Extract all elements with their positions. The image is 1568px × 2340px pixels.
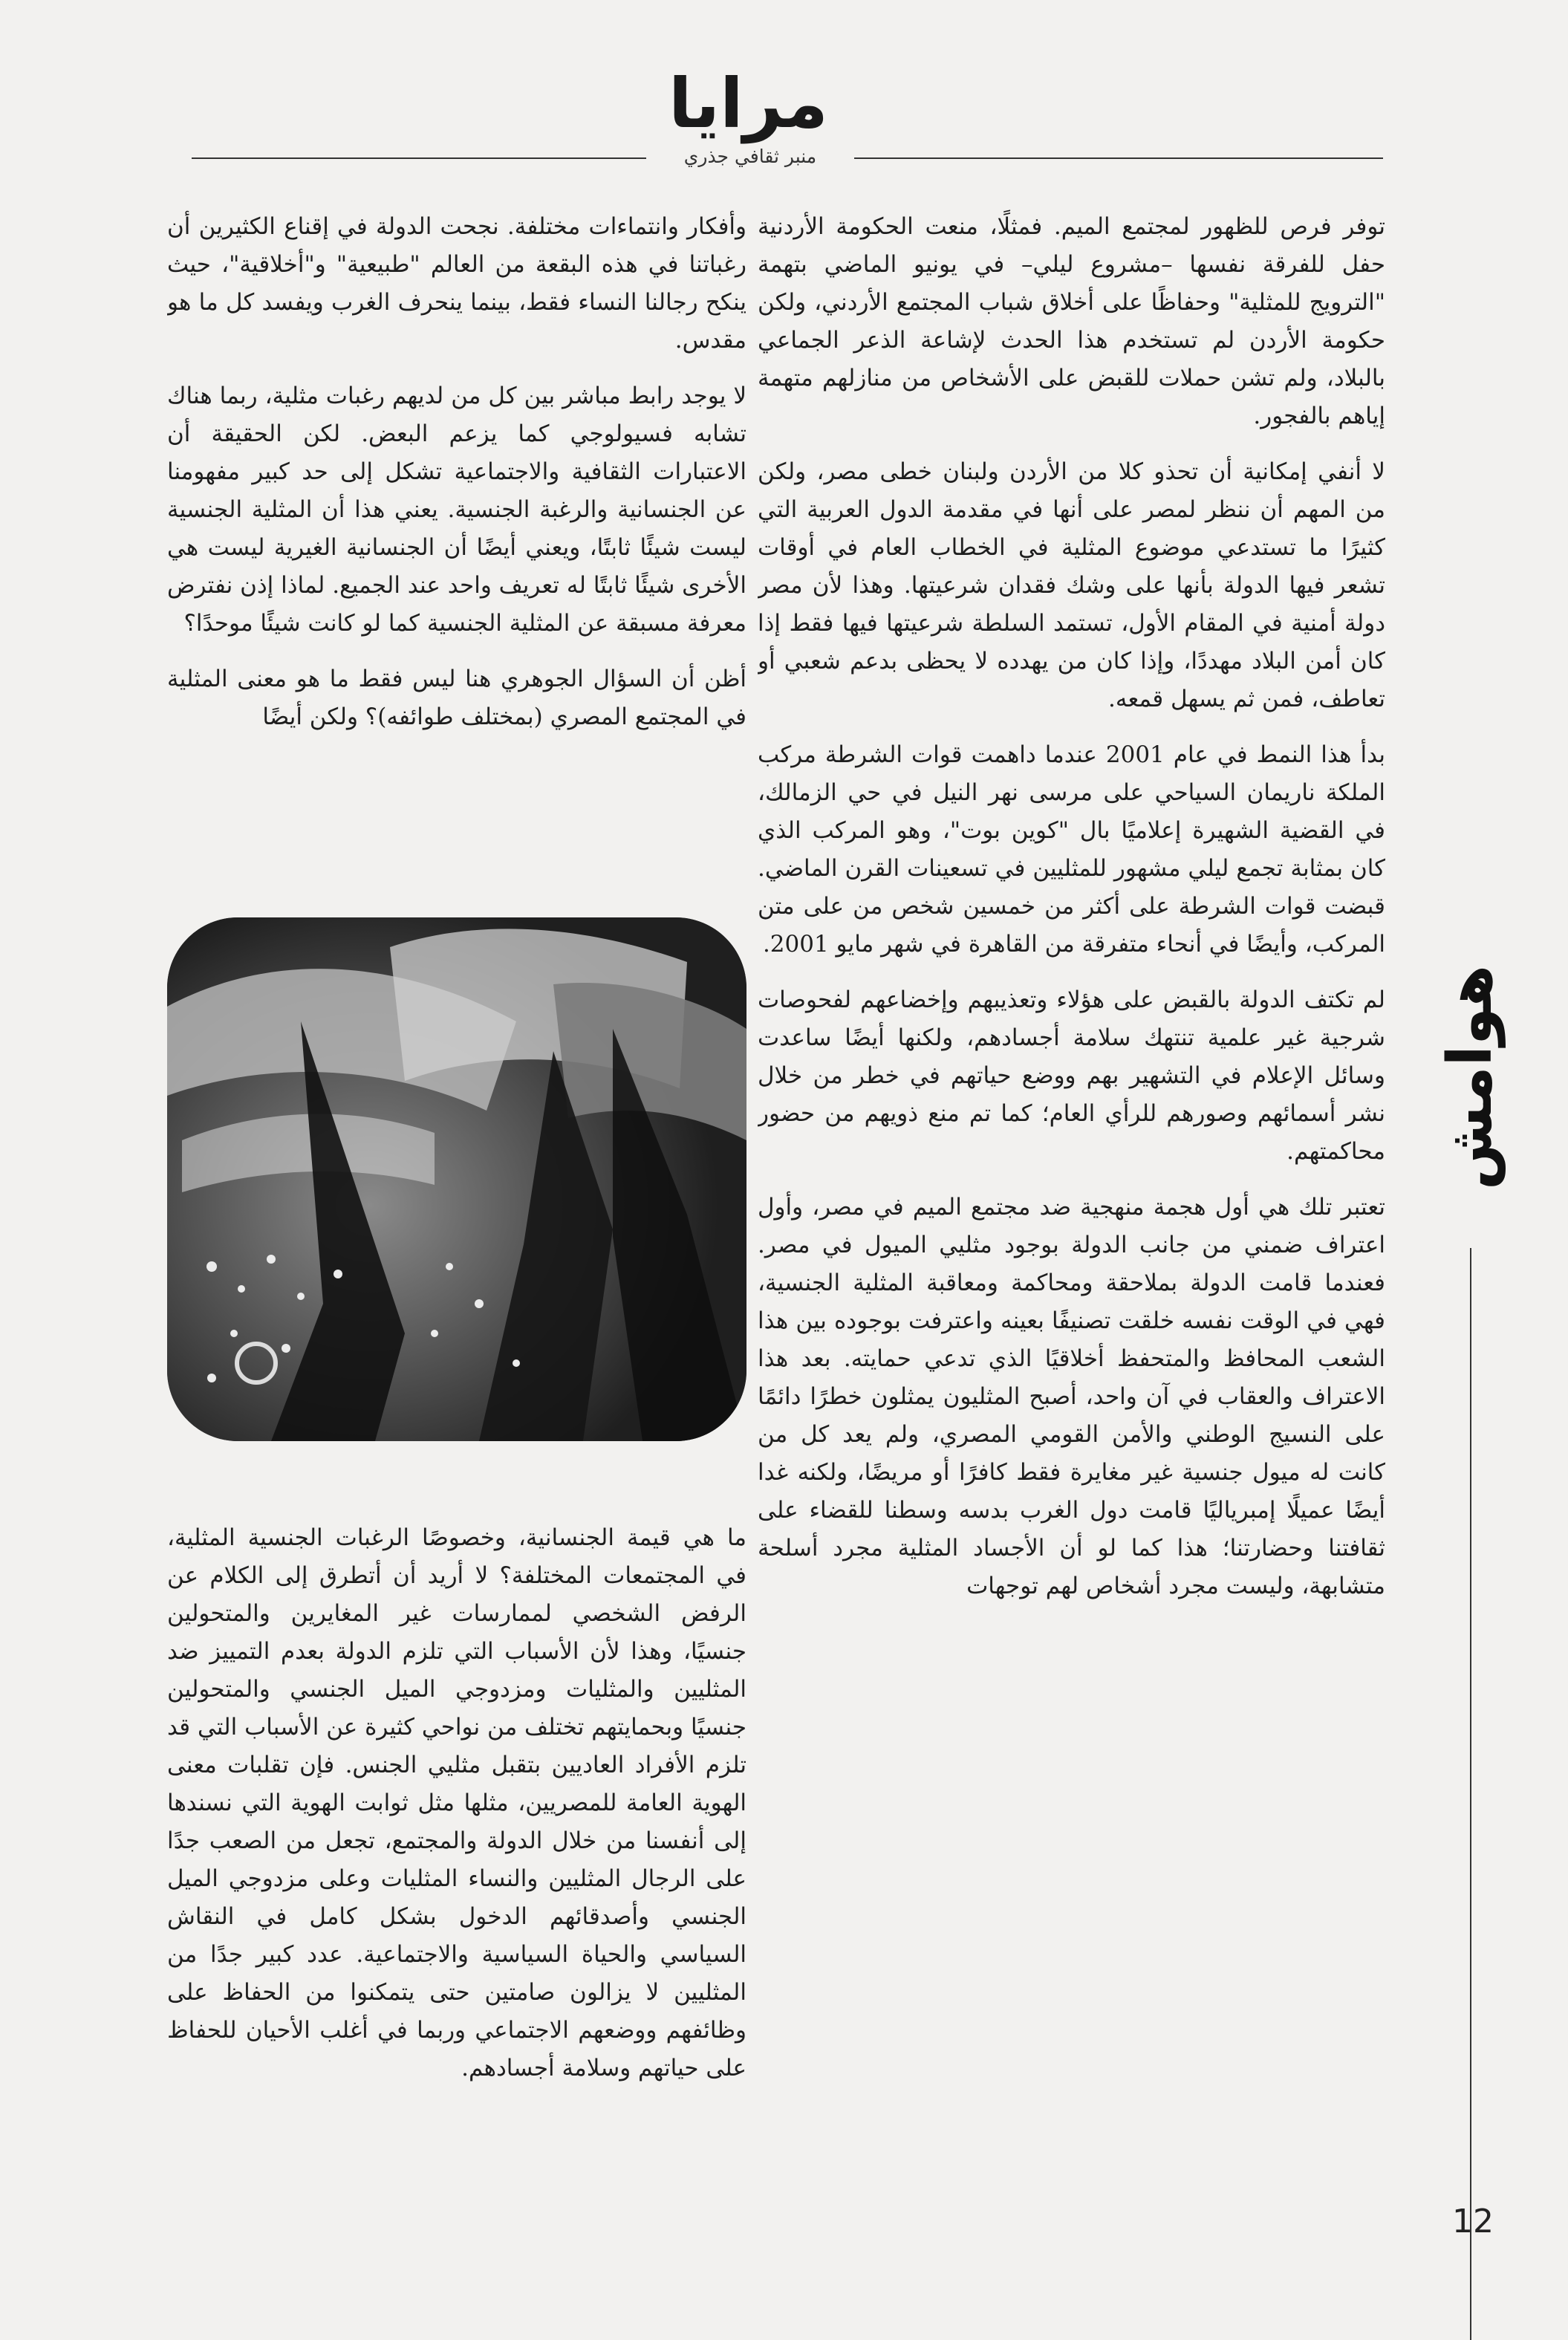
section-title: هوامش bbox=[1435, 964, 1506, 1190]
paragraph: توفر فرص للظهور لمجتمع الميم. فمثلًا، منعت الحكومة الأردنية حفل للفرقة نفسها –مشروع ليلي– في يونيو الماضي بتهمة "الترويج للمثلية" وحفاظًا على أخلاق شباب المجتمع الأردني، ولكن حكومة الأردن لم تستخدم هذا الحدث لإشاعة الذعر الجماعي بالبلاد، ولم تشن حملات للقبض على الأشخاص من منازلهم متهمة إياهم بالفجور. bbox=[758, 213, 1385, 429]
magazine-logo: مرايا bbox=[668, 64, 828, 143]
masthead-rule-right bbox=[854, 157, 1383, 159]
paragraph: بدأ هذا النمط في عام 2001 عندما داهمت قوات الشرطة مركب الملكة ناريمان السياحي على مرسى نهر النيل في حي الزمالك، في القضية الشهيرة إعلاميًا بال "كوين بوت"، وهو المركب الذي كان بمثابة تجمع ليلي مشهور للمثليين في تسعينات القرن الماضي. قبضت قوات الشرطة على أكثر من خمسين شخص من على متن المركب، وأيضًا في أنحاء متفرقة من القاهرة في شهر مايو 2001. bbox=[758, 741, 1385, 958]
paragraph: لم تكتف الدولة بالقبض على هؤلاء وتعذيبهم وإخضاعهم لفحوصات شرجية غير علمية تنتهك سلامة أجسادهم، ولكنها أيضًا ساعدت وسائل الإعلام في التشهير بهم ووضع حياتهم في خطر من خلال نشر أسمائهم وصورهم للرأي العام؛ كما تم منع ذويهم من حضور محاكمتهم. bbox=[758, 987, 1385, 1165]
sidebar-divider bbox=[1470, 1248, 1471, 2340]
masthead-rule-left bbox=[192, 157, 646, 159]
page-number: 12 bbox=[1452, 2203, 1494, 2240]
paragraph: لا يوجد رابط مباشر بين كل من لديهم رغبات مثلية، ربما هناك تشابه فسيولوجي كما يزعم البعض. لكن الحقيقة أن الاعتبارات الثقافية والاجتماعية تشكل إلى حد كبير مفهومنا عن الجنسانية والرغبة الجنسية. يعني هذا أن المثلية الجنسية ليست شيئًا ثابتًا، ويعني أيضًا أن الجنسانية الغيرية ليست هي الأخرى شيئًا ثابتًا له تعريف واحد عند الجميع. لماذا إذن نفترض معرفة مسبقة عن المثلية الجنسية كما لو كانت شيئًا موحدًا؟ bbox=[167, 383, 746, 637]
paragraph: ما هي قيمة الجنسانية، وخصوصًا الرغبات الجنسية المثلية، في المجتمعات المختلفة؟ لا أريد أن أتطرق إلى الكلام عن الرفض الشخصي لممارسات غير المغايرين والمتحولين جنسيًا، وهذا لأن الأسباب التي تلزم الدولة بعدم التمييز ضد المثليين والمثليات ومزدوجي الميل الجنسي والمتحولين جنسيًا وبحمايتهم تختلف من نواحي كثيرة عن الأسباب التي قد تلزم الأفراد العاديين بتقبل مثليي الجنس. فإن تقلبات معنى الهوية العامة للمصريين، مثلها مثل ثوابت الهوية التي نسندها إلى أنفسنا من خلال الدولة والمجتمع، تجعل من الصعب جدًا على الرجال المثليين والنساء المثليات وعلى مزدوجي الميل الجنسي وأصدقائهم الدخول بشكل كامل في النقاش السياسي والحياة السياسية والاجتماعية. عدد كبير جدًا من المثليين لا يزالون صامتين حتى يتمكنوا من الحفاظ على وظائفهم ووضعهم الاجتماعي وربما في أغلب الأحيان للحفاظ على حياتهم وسلامة أجسادهم. bbox=[167, 1524, 746, 2081]
paragraph: وأفكار وانتماءات مختلفة. نجحت الدولة في إقناع الكثيرين أن رغباتنا في هذه البقعة من العالم "طبيعية" و"أخلاقية"، حيث ينكح رجالنا النساء فقط، بينما ينحرف الغرب ويفسد كل ما هو مقدس. bbox=[167, 213, 746, 354]
crowd-with-flags-photo bbox=[167, 917, 746, 1441]
paragraph: تعتبر تلك هي أول هجمة منهجية ضد مجتمع الميم في مصر، وأول اعتراف ضمني من جانب الدولة بوجود مثليي الميول في مصر. فعندما قامت الدولة بملاحقة ومحاكمة ومعاقبة المثلية الجنسية، فهي في الوقت نفسه خلقت تصنيفًا بعينه واعترفت بوجوده بين هذا الشعب المحافظ والمتحفظ أخلاقيًا الذي تدعي حمايته. بعد هذا الاعتراف والعقاب في آن واحد، أصبح المثليون يمثلون خطرًا دائمًا على النسيج الوطني والأمن القومي المصري، ولم يعد كل من كانت له ميول جنسية غير مغايرة فقط كافرًا أو مريضًا، ولكنه غدا أيضًا عميلًا إمبرياليًا قامت دول الغرب بدسه وسطنا للقضاء على ثقافتنا وحضارتنا؛ هذا كما لو أن الأجساد المثلية مجرد أسلحة متشابهة، وليست مجرد أشخاص لهم توجهات bbox=[758, 1194, 1385, 1599]
paragraph: لا أنفي إمكانية أن تحذو كلا من الأردن ولبنان خطى مصر، ولكن من المهم أن ننظر لمصر على أنها في مقدمة الدول العربية التي كثيرًا ما تستدعي موضوع المثلية في الخطاب العام في أوقات تشعر فيها الدولة بأنها على وشك فقدان شرعيتها. وهذا لأن مصر دولة أمنية في المقام الأول، تستمد السلطة شرعيتها فيها فقط إذا كان أمن البلاد مهددًا، وإذا كان من يهدده لا يحظى بدعم شعبي أو تعاطف، فمن ثم يسهل قمعه. bbox=[758, 458, 1385, 712]
left-column-bottom bbox=[167, 1519, 746, 2232]
right-column bbox=[758, 208, 1385, 2229]
magazine-tagline: منبر ثقافي جذري bbox=[683, 146, 817, 167]
left-column-top bbox=[167, 208, 746, 910]
article-photo bbox=[167, 917, 746, 1441]
paragraph: أظن أن السؤال الجوهري هنا ليس فقط ما هو معنى المثلية في المجتمع المصري (بمختلف طوائفه)؟ ولكن أيضًا bbox=[167, 666, 746, 730]
masthead bbox=[0, 0, 1568, 171]
